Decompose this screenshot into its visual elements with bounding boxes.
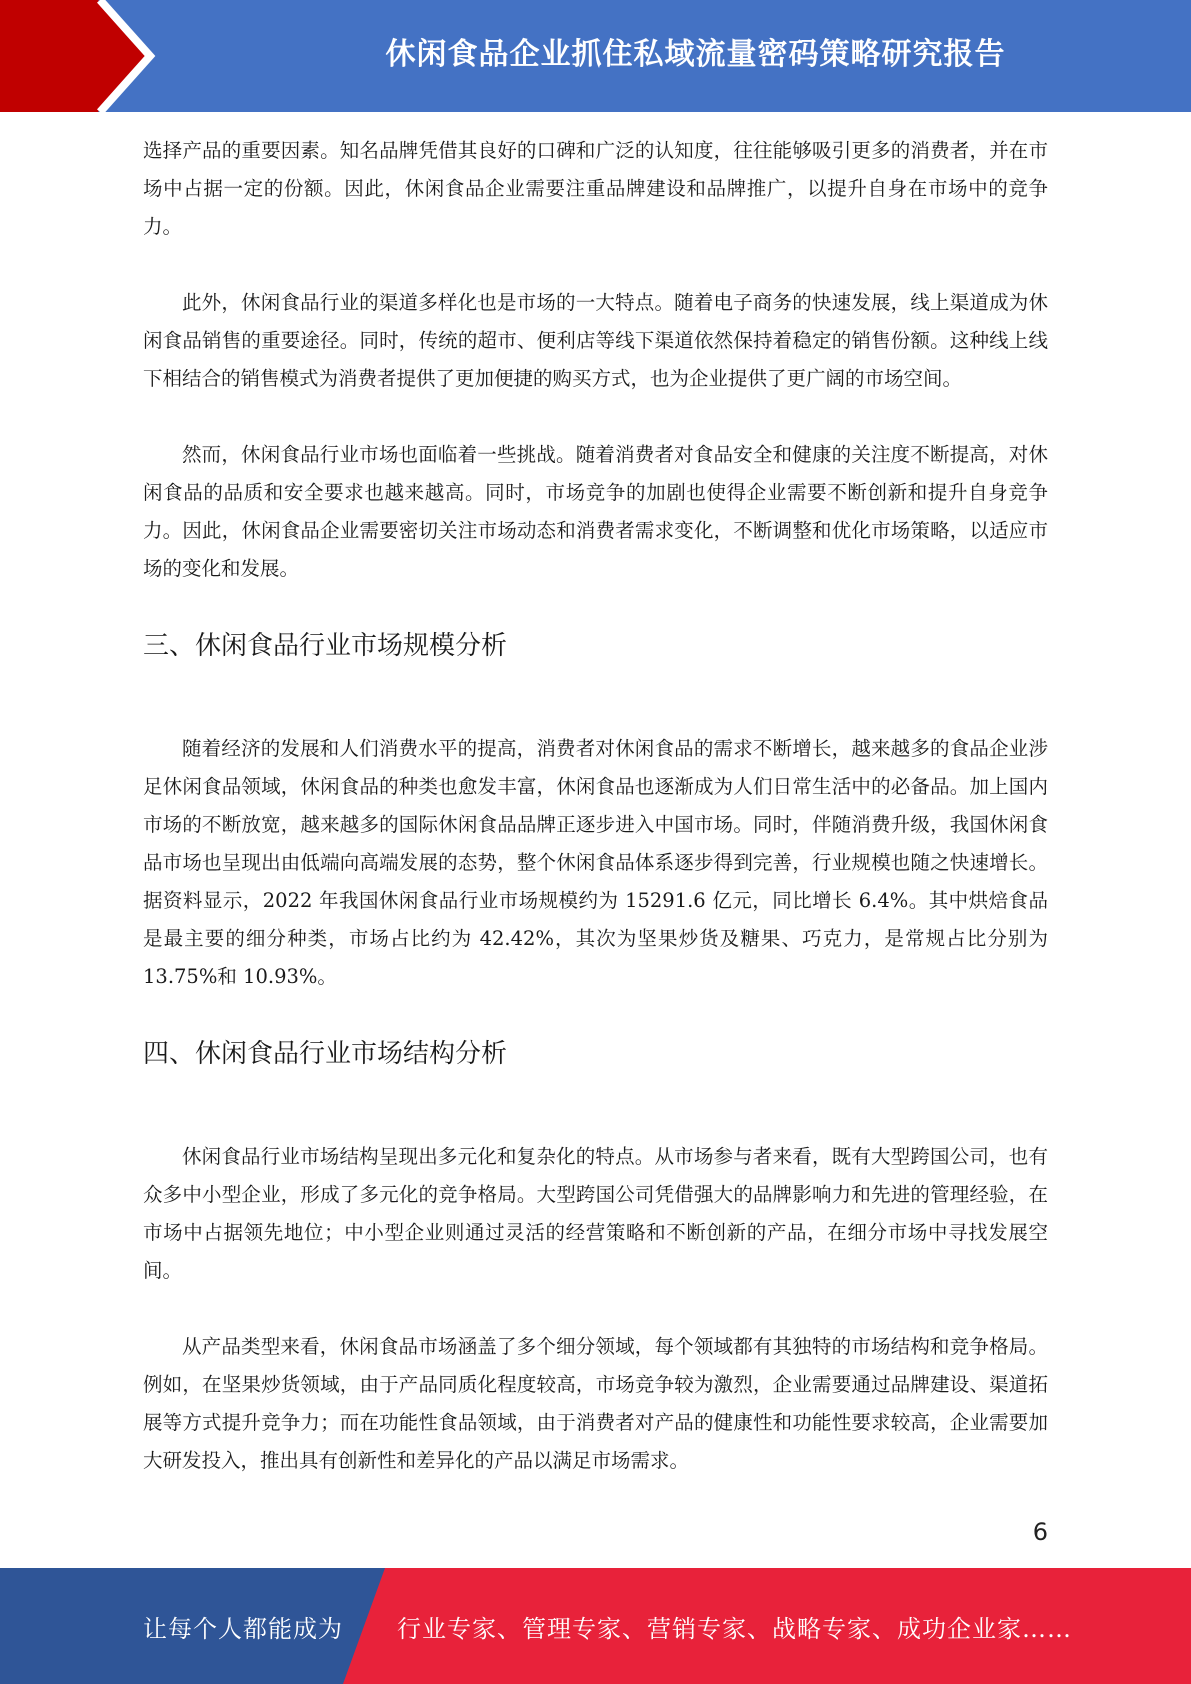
footer-slogan-left: 让每个人都能成为: [143, 1614, 343, 1643]
paragraph: 休闲食品行业市场结构呈现出多元化和复杂化的特点。从市场参与者来看，既有大型跨国公司，也有众多中小型企业，形成了多元化的竞争格局。大型跨国公司凭借强大的品牌影响力和先进的管理经验，在市场中占据领先地位；中小型企业则通过灵活的经营策略和不断创新的产品，在细分市场中寻找发展空间。: [143, 1145, 1048, 1282]
page-number: 6: [1032, 1518, 1048, 1546]
paragraph: 选择产品的重要因素。知名品牌凭借其良好的口碑和广泛的认知度，往往能够吸引更多的消费者，并在市场中占据一定的份额。因此，休闲食品企业需要注重品牌建设和品牌推广，以提升自身在市场中的竞争力。: [143, 139, 1048, 238]
page-footer: [0, 1568, 1191, 1684]
report-title: 休闲食品企业抓住私域流量密码策略研究报告: [385, 37, 1006, 72]
section-heading-market-size: 三、休闲食品行业市场规模分析: [143, 631, 508, 661]
page-header: [0, 0, 1191, 112]
footer-slogan-right: 行业专家、管理专家、营销专家、战略专家、成功企业家……: [397, 1614, 1072, 1643]
paragraph: 从产品类型来看，休闲食品市场涵盖了多个细分领域，每个领域都有其独特的市场结构和竞争格局。例如，在坚果炒货领域，由于产品同质化程度较高，市场竞争较为激烈，企业需要通过品牌建设、渠道拓展等方式提升竞争力；而在功能性食品领域，由于消费者对产品的健康性和功能性要求较高，企业需要加大研发投入，推出具有创新性和差异化的产品以满足市场需求。: [143, 1335, 1048, 1472]
paragraph: 此外，休闲食品行业的渠道多样化也是市场的一大特点。随着电子商务的快速发展，线上渠道成为休闲食品销售的重要途径。同时，传统的超市、便利店等线下渠道依然保持着稳定的销售份额。这种线上线下相结合的销售模式为消费者提供了更加便捷的购买方式，也为企业提供了更广阔的市场空间。: [143, 291, 1048, 390]
paragraph: 然而，休闲食品行业市场也面临着一些挑战。随着消费者对食品安全和健康的关注度不断提高，对休闲食品的品质和安全要求也越来越高。同时，市场竞争的加剧也使得企业需要不断创新和提升自身竞争力。因此，休闲食品企业需要密切关注市场动态和消费者需求变化，不断调整和优化市场策略，以适应市场的变化和发展。: [143, 443, 1048, 580]
section-heading-market-structure: 四、休闲食品行业市场结构分析: [143, 1039, 508, 1069]
page-content: [143, 132, 1048, 1518]
paragraph: 随着经济的发展和人们消费水平的提高，消费者对休闲食品的需求不断增长，越来越多的食品企业涉足休闲食品领域，休闲食品的种类也愈发丰富，休闲食品也逐渐成为人们日常生活中的必备品。加上国内市场的不断放宽，越来越多的国际休闲食品品牌正逐步进入中国市场。同时，伴随消费升级，我国休闲食品市场也呈现出由低端向高端发展的态势，整个休闲食品体系逐步得到完善，行业规模也随之快速增长。据资料显示，2022 年我国休闲食品行业市场规模约为 15291.6 亿元，同比增长 6.4%。其中烘焙食品是最主要的细分种类，市场占比约为 42.42%，其次为坚果炒货及糖果、巧克力，是常规占比分别为 13.75%和 10.93%。: [143, 737, 1048, 988]
